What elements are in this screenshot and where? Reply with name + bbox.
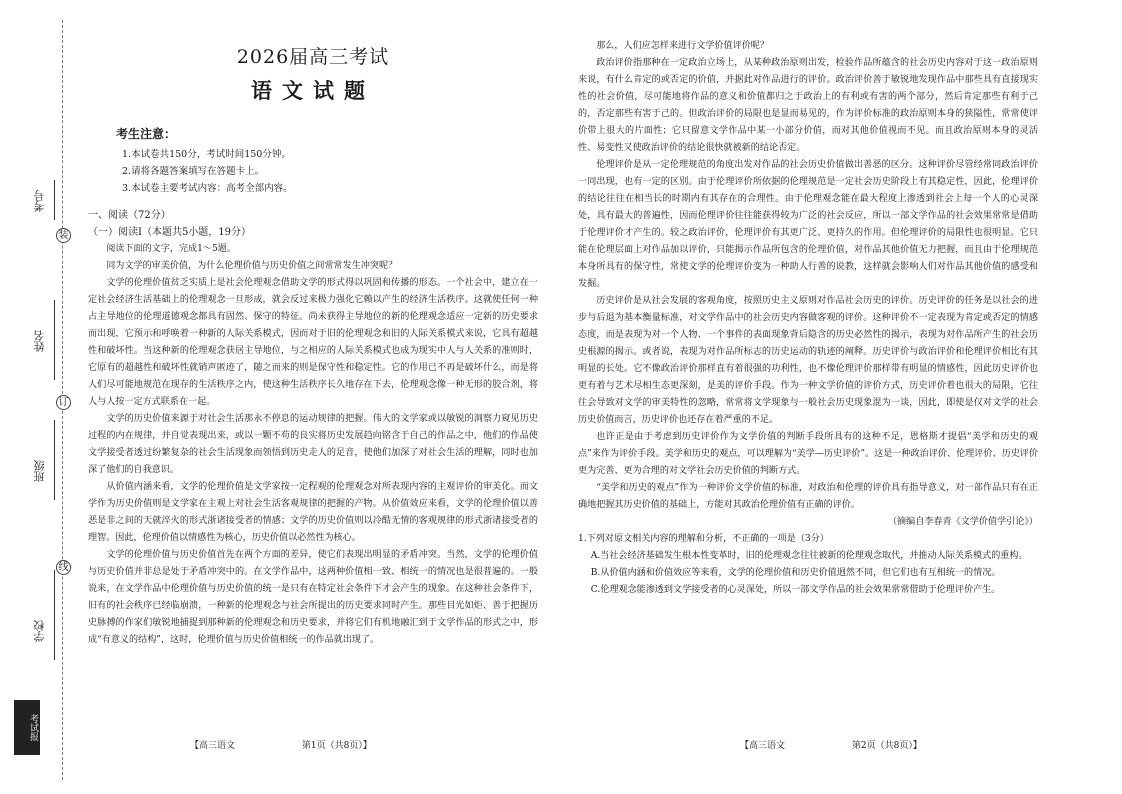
binding-mark-ding: 订 bbox=[56, 395, 71, 410]
page-2 bbox=[578, 38, 1038, 599]
footer-page-number: 第2页（共8页）】 bbox=[851, 741, 922, 751]
field-underline bbox=[54, 300, 55, 380]
field-underline bbox=[54, 420, 55, 500]
passage-paragraph: 文学的伦理价值贫乏实质上是社会伦理观念借助文学的形式得以巩固和传播的形态。一个社会中，建立在一定社会经济生活基础上的伦理观念一旦形成，就会反过来极力强化它赖以产生的经济生活秩序。这就使任何一种占主导地位的伦理道德观念都具有固然、保守的特征。尚未获得主导地位的新的伦理观念适应一定新的历史要求而出现，它预示和呼唤着一种新的人际关系模式，因而对于旧的伦理观念和旧的人际关系模式来说，它具有超越性和破坏性。当这种新的伦理观念获居主导地位，与之相应的人际关系模式也成为现实中人与人关系的准则时，它原有的超越性和破坏性就销声匿迹了，随之而来的则是保守性和稳定性。它的作用已不再是破坏什么，而是将人们尽可能地规范在现存的生活秩序之内，使这种生活秩序长久地存在下去，伦理观念像一种无形的胶合剂，将人与人按一定方式联系在一起。 bbox=[88, 278, 538, 407]
binding-mark-xian: 线 bbox=[56, 560, 71, 575]
field-underline bbox=[54, 570, 55, 660]
field-label-school: 学校 bbox=[33, 620, 46, 642]
field-label-name: 姓名 bbox=[33, 330, 46, 352]
passage-paragraph: 从价值内涵来看，文学的伦理价值是文学家按一定程观的伦理观念对所表现内容的主观评价的审美化。而文学作为历史价值则是文学家在主观上对社会生活客观规律的把握的产物。从价值效应来看，文学的伦理价值以善恶是非之间的天就淬火的形式浙诸接受者的情感；文学的历史价值则以冷酷无情的客观规律的形式浙诸接受者的理智。因此，伦理价值以情感性为核心，历史价值以必然性为核心。 bbox=[88, 482, 538, 543]
field-label-class: 班级 bbox=[33, 460, 46, 482]
page-1-footer bbox=[190, 738, 372, 751]
notice-item: 3.本试卷主要考试内容：高考全部内容。 bbox=[122, 183, 293, 194]
footer-subject: 【高三语文 bbox=[740, 741, 786, 751]
passage-paragraph: 政治评价指那种在一定政治立场上，从某种政治原则出发，检验作品所蕴含的社会历史内容对于这一政治原则来说，有什么肯定的或否定的价值，并据此对作品进行的评价。政治评价善于敏锐地发现作品中那些具有直接现实性的社会价值，尽可能地将作品的意义和价值都归之于政治上的有利或有害的两个部分，然后肯定那些有利于己的，否定那些有害于己的。但政治评价的局限也是显而易见的，作为评价标准的政治原则本身的狭隘性，常常使评价带上很大的片面性；它只留意文学作品中某一小部分价值，而对其他价值视而不见。而且政治原则本身的灵活性、易变性又使政治评价的结论很快就被新的结论否定。 bbox=[578, 58, 1038, 153]
passage-paragraph: 文学的伦理价值与历史价值首先在两个方面的差异，使它们表现出明显的矛盾冲突。当然，文学的伦理价值与历史价值并非总是处于矛盾冲突中的。在文学作品中，这两种价值相一致、相统一的情况也是很普遍的。一般说来，在文学作品中伦理价值与历史价值的统一是只有在特定社会条件下才会产生的现象。在这种社会条件下，旧有的社会秩序已经临崩溃，一种新的伦理观念与社会所提出的历史要求同时产生。那些目光如炬、善于把握历史脉搏的作家们敏锐地捕捉到那种新的伦理观念和历史要求，并将它们有机地融汇到于文学作品的形式之中，形成“有意义的结构”，这时，伦理价值与历史价值相统一的作品就出现了。 bbox=[88, 550, 538, 645]
footer-subject: 【高三语文 bbox=[190, 741, 236, 751]
passage-paragraph: 伦理评价是从一定伦理规范的角度出发对作品的社会历史价值做出善恶的区分。这种评价尽管经常同政治评价一同出现，也有一定的区别。由于伦理评价所依据的伦理规范是一定社会历史阶段上有其稳定性，因此，伦理评价的结论往往在相当长的时期内有其存在的合理性。由于伦理观念能在最大程度上渗透到社会上每一个人的心灵深处，具有最大的普遍性，因而伦理评价往往能获得较为广泛的社会反应，所以一部文学作品的社会效果常常是借助于伦理评价才产生的。较之政治评价，伦理评价有其更广泛、更持久的作用。但伦理评价的局限性也很明显。它只能在伦理层面上对作品加以评价，只能揭示作品所包含的伦理价值，对作品其他价值无力把握，而且由于伦理规范本身所具有的保守性，常使文学的伦理评价变为一种助人行善的说教，这样就会影响人们对作品其他价值的感受和发掘。 bbox=[578, 160, 1038, 289]
exam-title-subject: 语文试题 bbox=[251, 78, 375, 103]
exam-title-year: 2026届高三考试 bbox=[236, 46, 390, 68]
section-heading: 一、阅读（72分） bbox=[88, 210, 171, 221]
field-label-exam-number: 考号 bbox=[33, 190, 46, 212]
passage-source: （摘编自李春青《文学价值学引论》） bbox=[887, 517, 1038, 527]
question-1-stem: 1.下列对原文相关内容的理解和分析，不正确的一项是（3分） bbox=[578, 534, 829, 544]
question-1-option-a: A.当社会经济基础发生根本性变革时，旧的伦理观念往往被新的伦理观念取代，并推动人际关系模式的重构。 bbox=[590, 551, 1028, 561]
subsection-heading: （一）阅读Ⅰ（本题共5小题，19分） bbox=[88, 227, 252, 238]
page-2-footer bbox=[740, 738, 922, 751]
page-1 bbox=[88, 38, 538, 649]
binding-strip bbox=[0, 0, 75, 794]
passage-paragraph: 也许正是由于考虑到历史评价作为文学价值的判断手段所具有的这种不足，恩格斯才提倡“美学和历史的观点”来作为评价手段。美学和历史的观点，可以理解为“美学—历史评价”。这是一种政治评价、伦理评价、历史评价更为完善、更为合理的对文学社会历史价值的判断方式。 bbox=[578, 432, 1038, 476]
notice-item: 1.本试卷共150分，考试时间150分钟。 bbox=[122, 149, 291, 160]
passage-paragraph: 历史评价是从社会发展的客观角度，按照历史主义原则对作品社会历史的评价。历史评价的任务是以社会的进步与后退为基本衡量标准，对文学作品中的社会历史内容做客观的评价。这种评价不一定表现为肯定或否定的情感态度，而是表现为对一个人物、一个事件的表面现象背后隐含的历史必然性的揭示，表现为对作品所产生的社会历史根源的揭示。或者说，表现为对作品所标志的历史运动的轨迹的阐释。历史评价与政治评价和伦理评价相比有其明显的长处。它不像政治评价那样直有着很强的功利性，也不像伦理评价那样带有明显的情感性，因此历史评价也更有着与艺术尽相生态更深刻，是美的评价手段。作为一种文学价值的评价方式，历史评价着也很大的局限，它往往会导致对文学的审美特性的忽略，常常将文学现象与一般社会历史现象混为一谈，因此，即使是仅对文学的社会历史价值而言，历史评价也还存在着严重的不足。 bbox=[578, 296, 1038, 425]
publisher-logo: 考试报 bbox=[14, 700, 40, 755]
footer-page-number: 第1页（共8页）】 bbox=[301, 741, 372, 751]
notice-item: 2.请将各题答案填写在答题卡上。 bbox=[122, 166, 265, 177]
passage-question-line: 那么，人们应怎样来进行文学价值评价呢？ bbox=[596, 41, 769, 51]
field-underline bbox=[54, 180, 55, 220]
notice-heading: 考生注意： bbox=[116, 127, 177, 141]
question-1-option-b: B.从价值内涵和价值效应等来看，文学的伦理价值和历史价值迥然不同，但它们也有互相统一的情况。 bbox=[590, 568, 1001, 578]
question-1-option-c: C.伦理观念能渗透到文学接受者的心灵深处，所以一部文学作品的社会效果常常借助于伦理评价产生。 bbox=[590, 585, 1001, 595]
passage-paragraph: 文学的历史价值来源于对社会生活那永不停息的运动规律的把握。伟大的文学家或以敏锐的洞察力窥见历史过程的内在规律，并自觉表现出来，或以一颗不苟的良实将历史发展趋向铭含于自己的作品之中，他们的作品使文学接受者透过纷繁复杂的社会生活现象而领悟到历史走人的足音，使他们加深了对社会生活的理解，同时也加深了他们的自我意识。 bbox=[88, 414, 538, 475]
instruction-text: 阅读下面的文字，完成1～5题。 bbox=[106, 244, 236, 254]
binding-mark-zhuang: 装 bbox=[56, 228, 71, 243]
passage-title: 同为文学的审美价值，为什么伦理价值与历史价值之间常常发生冲突呢？ bbox=[106, 261, 398, 271]
notice-list bbox=[122, 146, 538, 197]
passage-paragraph: “美学和历史的观点”作为一种评价文学价值的标准，对政治和伦理的评价具有指导意义，对一部作品只有在正确地把握其历史价值的基础上，方能对其政治伦理价值有正确的评价。 bbox=[578, 483, 1038, 510]
